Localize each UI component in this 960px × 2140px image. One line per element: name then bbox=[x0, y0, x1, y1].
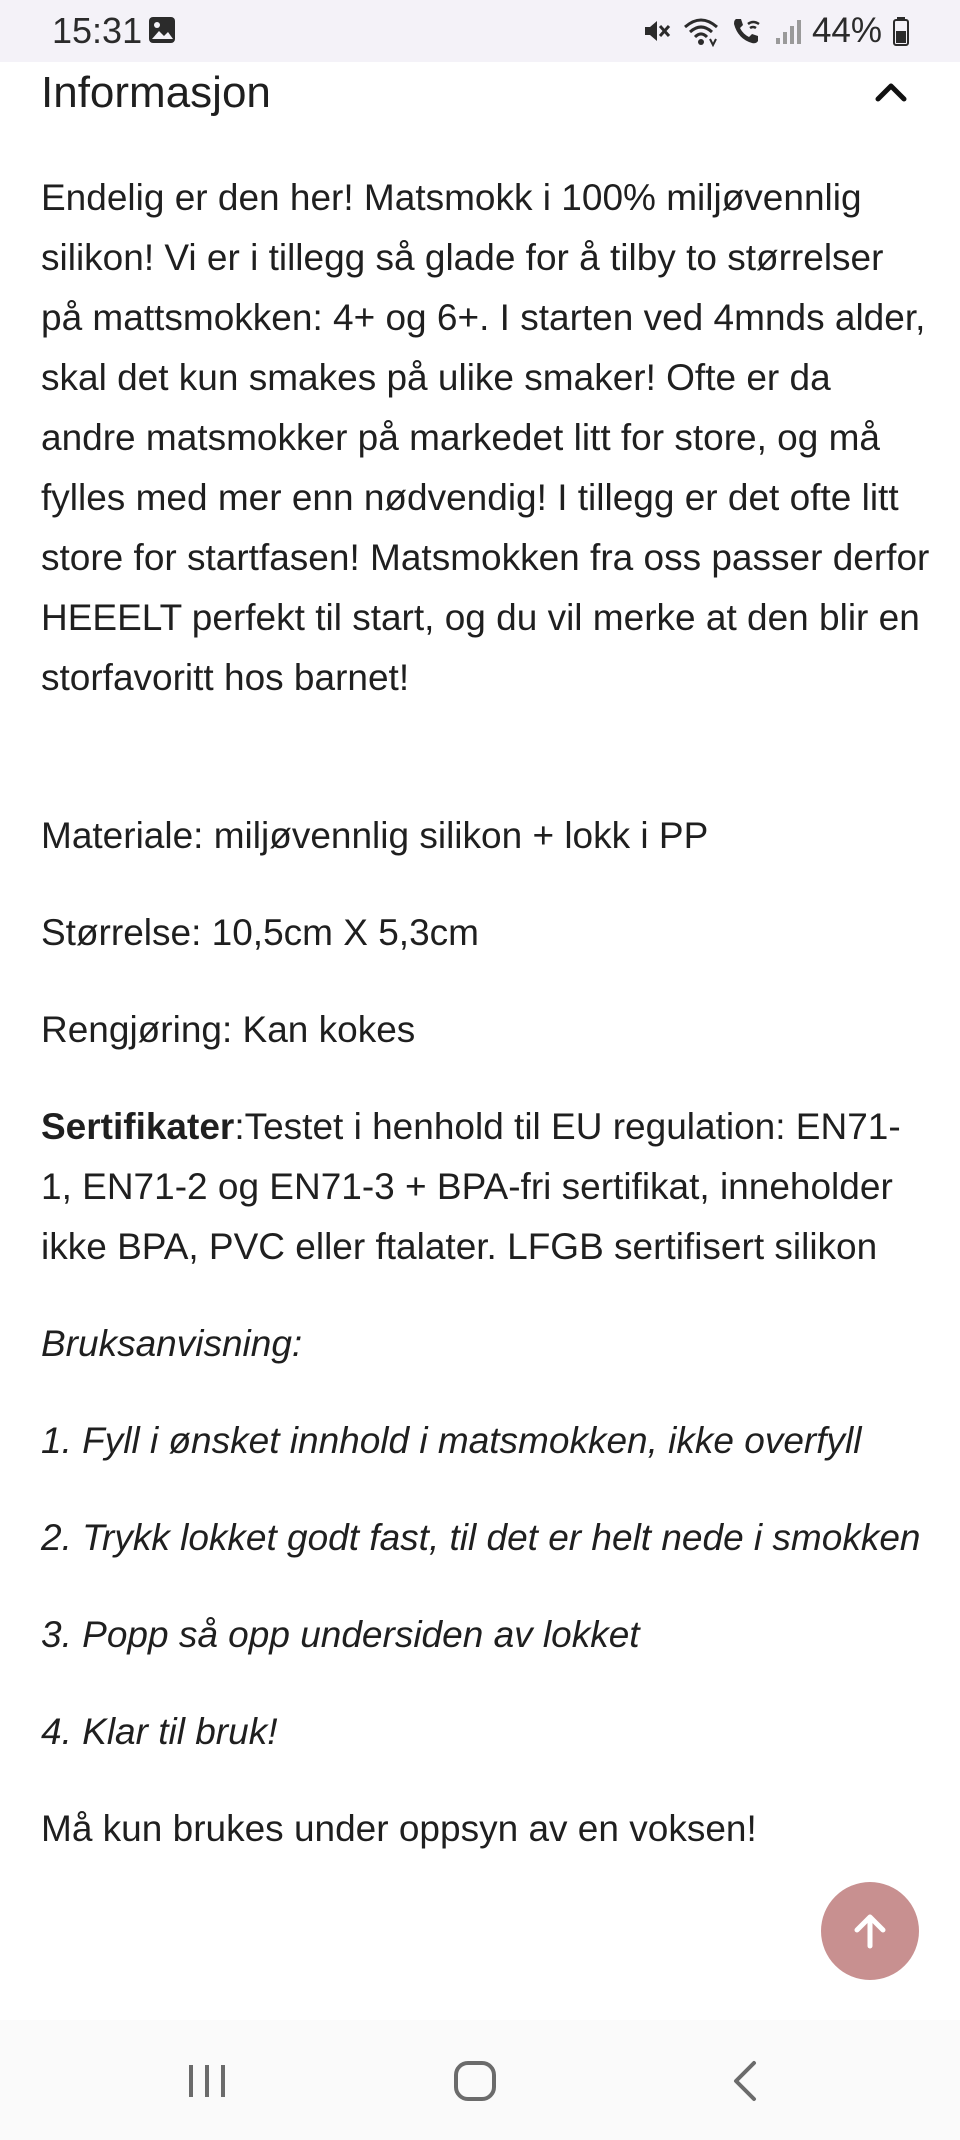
scroll-to-top-button[interactable] bbox=[821, 1882, 919, 1980]
status-time: 15:31 bbox=[52, 10, 143, 51]
certificates-label: Sertifikater bbox=[41, 1106, 235, 1147]
status-icons bbox=[640, 8, 910, 54]
certificates-paragraph bbox=[41, 1097, 931, 1277]
wifi-call-icon bbox=[730, 15, 764, 47]
mute-icon bbox=[640, 15, 672, 47]
image-icon bbox=[148, 16, 176, 44]
back-button[interactable] bbox=[710, 2058, 780, 2104]
instructions-heading: Bruksanvisning: bbox=[41, 1323, 303, 1364]
back-icon bbox=[730, 2060, 760, 2102]
collapse-toggle[interactable] bbox=[866, 70, 916, 114]
section-title: Informasjon bbox=[41, 68, 271, 117]
chevron-up-icon bbox=[874, 81, 908, 103]
instruction-step: 3. Popp så opp undersiden av lokket bbox=[41, 1614, 640, 1655]
recents-button[interactable] bbox=[172, 2058, 242, 2104]
home-icon bbox=[453, 2060, 497, 2102]
instruction-step: 2. Trykk lokket godt fast, til det er helt nede i smokken bbox=[41, 1517, 921, 1558]
arrow-up-icon bbox=[850, 1911, 890, 1951]
battery-icon bbox=[892, 16, 910, 46]
section-header[interactable] bbox=[0, 62, 960, 126]
status-bar bbox=[0, 0, 960, 62]
warning-line: Må kun brukes under oppsyn av en voksen! bbox=[41, 1808, 757, 1849]
instruction-step: 1. Fyll i ønsket innhold i matsmokken, ikke overfyll bbox=[41, 1420, 862, 1461]
instruction-step: 4. Klar til bruk! bbox=[41, 1711, 278, 1752]
certificates-text: :Testet i henhold til EU regulation: EN71-1, EN71-2 og EN71-3 + BPA-fri sertifikat, inneholder ikke BPA, PVC eller ftalater. LFGB sertifisert silikon bbox=[41, 1106, 901, 1267]
signal-icon bbox=[774, 16, 802, 46]
battery-percent: 44% bbox=[811, 11, 882, 50]
recents-icon bbox=[185, 2061, 229, 2101]
product-description bbox=[41, 168, 931, 1859]
home-button[interactable] bbox=[440, 2058, 510, 2104]
size-line: Størrelse: 10,5cm X 5,3cm bbox=[41, 912, 479, 953]
wifi-icon bbox=[682, 15, 720, 47]
system-nav-bar bbox=[0, 2020, 960, 2140]
material-line: Materiale: miljøvennlig silikon + lokk i PP bbox=[41, 815, 709, 856]
cleaning-line: Rengjøring: Kan kokes bbox=[41, 1009, 416, 1050]
intro-paragraph: Endelig er den her! Matsmokk i 100% miljøvennlig silikon! Vi er i tillegg så glade for å tilby to størrelser på mattsmokken: 4+ og 6+. I starten ved 4mnds alder, skal det kun smakes på ulike smaker! Ofte er da andre matsmokker på markedet litt for store, og må fylles med mer enn nødvendig! I tillegg er det ofte litt store for startfasen! Matsmokken fra oss passer derfor HEEELT perfekt til start, og du vil merke at den blir en storfavoritt hos barnet! bbox=[41, 177, 930, 698]
